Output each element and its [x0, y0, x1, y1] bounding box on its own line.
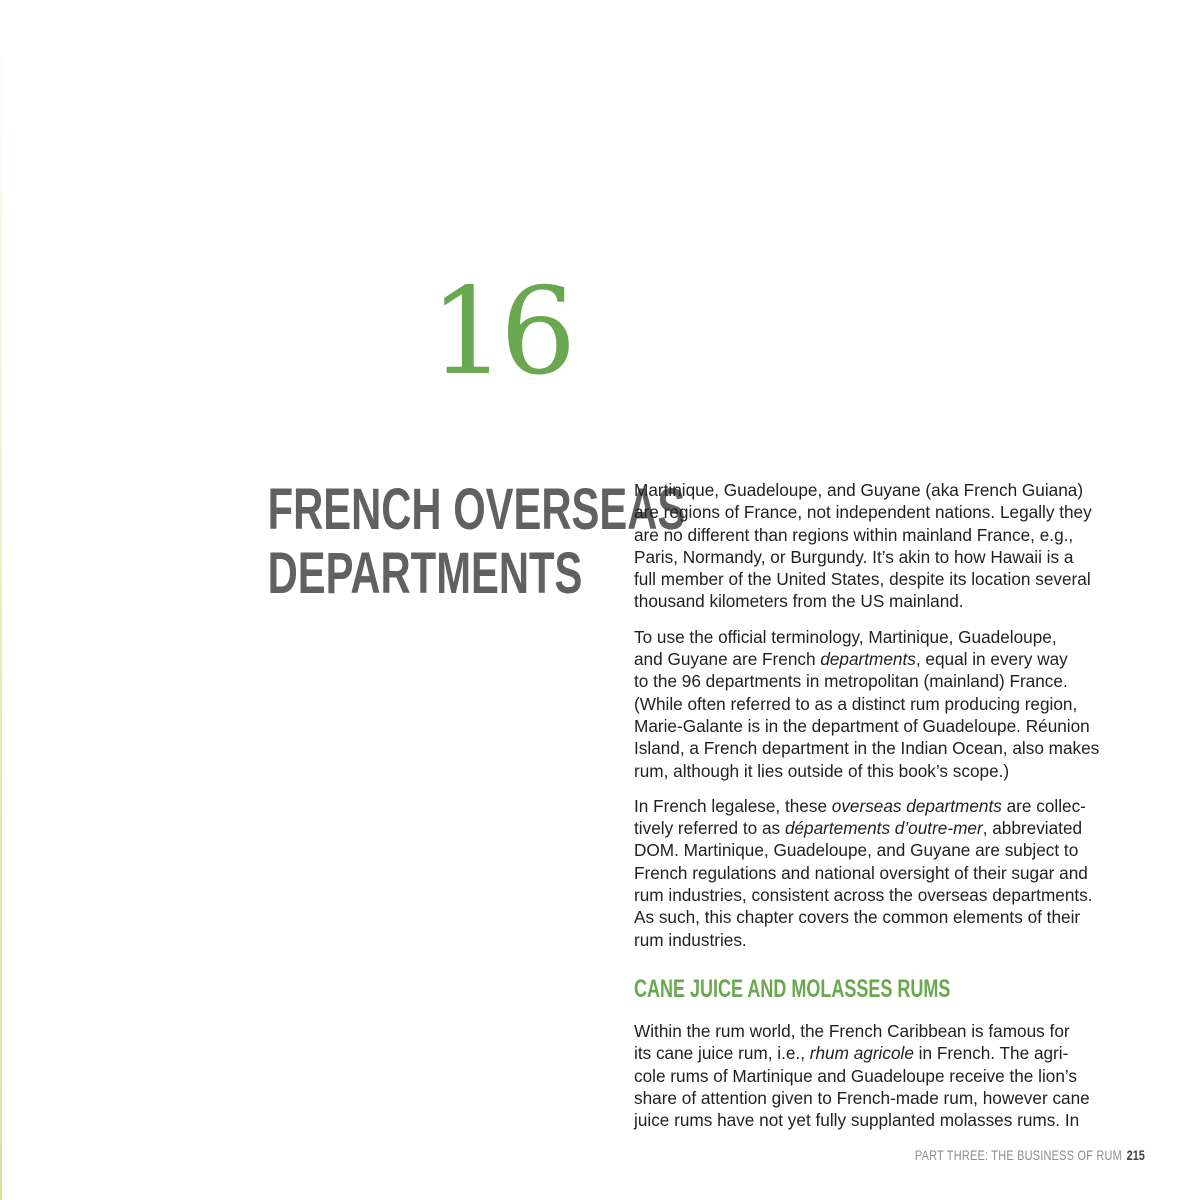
italic-term: rhum agricole — [809, 1043, 914, 1064]
text-run: are collec- — [1001, 795, 1086, 816]
text-line — [634, 737, 1134, 759]
body-paragraph — [634, 795, 1134, 951]
text-run: share of attention given to French-made rum, however cane — [634, 1087, 1090, 1108]
page-footer — [915, 1146, 1145, 1164]
text-run: (While often referred to as a distinct rum producing region, — [634, 693, 1078, 714]
text-run: Island, a French department in the Indian Ocean, also makes — [634, 738, 1100, 759]
text-line — [634, 715, 1134, 737]
text-line — [634, 1109, 1134, 1131]
italic-term: overseas departments — [831, 795, 1002, 816]
text-line — [634, 546, 1134, 568]
text-line — [634, 670, 1134, 692]
paragraphs — [634, 479, 1134, 951]
chapter-number: 16 — [429, 263, 571, 402]
text-line — [634, 817, 1134, 839]
text-line — [634, 590, 1134, 612]
text-run: , abbreviated — [982, 818, 1083, 839]
text-run: are no different than regions within mainland France, e.g., — [634, 524, 1074, 545]
text-run: To use the official terminology, Martinique, Guadeloupe, — [634, 626, 1057, 647]
text-run: are regions of France, not independent nations. Legally they — [634, 502, 1092, 523]
text-line — [634, 760, 1134, 782]
text-run: to the 96 departments in metropolitan (mainland) France. — [634, 671, 1068, 692]
italic-term: departments — [820, 649, 916, 670]
text-line — [634, 795, 1134, 817]
text-line — [634, 1087, 1134, 1109]
text-run: French regulations and national oversight of their sugar and — [634, 862, 1088, 883]
text-line — [634, 906, 1134, 928]
text-line — [634, 524, 1134, 546]
text-line — [634, 929, 1134, 951]
chapter-title-line: DEPARTMENTS — [267, 541, 583, 606]
text-run: juice rums have not yet fully supplanted molasses rums. In — [634, 1110, 1080, 1131]
text-run: , equal in every way — [915, 649, 1068, 670]
text-line — [634, 626, 1134, 648]
text-line — [634, 648, 1134, 670]
text-run: in French. The agri- — [913, 1043, 1069, 1064]
text-line — [634, 693, 1134, 715]
text-run: Paris, Normandy, or Burgundy. It’s akin to how Hawaii is a — [634, 546, 1074, 567]
chapter-title-line: FRENCH OVERSEAS — [267, 477, 686, 542]
chapter-title — [267, 477, 686, 606]
text-run: DOM. Martinique, Guadeloupe, and Guyane are subject to — [634, 840, 1079, 861]
text-run: thousand kilometers from the US mainland. — [634, 591, 964, 612]
text-line — [634, 501, 1134, 523]
text-run: rum industries. — [634, 929, 747, 950]
body-paragraph — [634, 1020, 1134, 1131]
running-footer-label: PART THREE: THE BUSINESS OF RUM — [915, 1147, 1123, 1163]
text-line — [634, 479, 1134, 501]
text-run: Martinique, Guadeloupe, and Guyane (aka French Guiana) — [634, 480, 1084, 500]
text-run: its cane juice rum, i.e., — [634, 1043, 810, 1064]
page-edge-line — [0, 0, 2, 1200]
text-run: full member of the United States, despite its location several — [634, 569, 1091, 590]
body-text-column — [634, 479, 1134, 1144]
text-run: and Guyane are French — [634, 649, 821, 670]
text-line — [634, 1020, 1134, 1042]
text-line — [634, 1065, 1134, 1087]
text-line — [634, 839, 1134, 861]
text-line — [634, 1042, 1134, 1064]
text-run: rum industries, consistent across the overseas departments. — [634, 885, 1093, 906]
text-line — [634, 884, 1134, 906]
text-run: rum, although it lies outside of this book’s scope.) — [634, 760, 1010, 781]
text-run: Within the rum world, the French Caribbean is famous for — [634, 1020, 1070, 1041]
section-paragraph — [634, 1020, 1134, 1131]
text-run: As such, this chapter covers the common elements of their — [634, 907, 1081, 928]
body-paragraph — [634, 479, 1134, 613]
text-line — [634, 568, 1134, 590]
section-heading: CANE JUICE AND MOLASSES RUMS — [634, 974, 951, 1003]
text-line — [634, 862, 1134, 884]
body-paragraph — [634, 626, 1134, 782]
page-number: 215 — [1126, 1147, 1145, 1163]
text-run: cole rums of Martinique and Guadeloupe receive the lion’s — [634, 1065, 1077, 1086]
text-run: Marie-Galante is in the department of Guadeloupe. Réunion — [634, 715, 1090, 736]
text-run: tively referred to as — [634, 818, 785, 839]
text-run: In French legalese, these — [634, 795, 832, 816]
italic-term: départements d’outre-mer — [784, 818, 983, 839]
